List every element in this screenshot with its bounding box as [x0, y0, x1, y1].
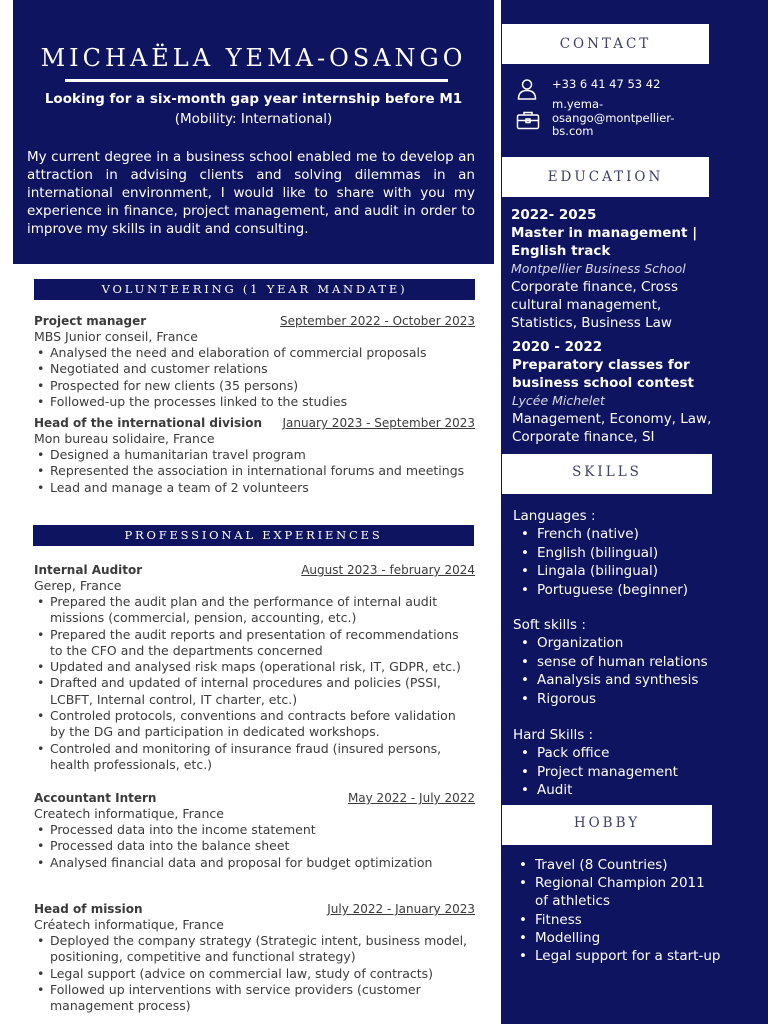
skills-list: [513, 525, 733, 599]
section-banner-volunteering: VOLUNTEERING (1 YEAR MANDATE): [34, 279, 475, 300]
header-block: [13, 0, 494, 264]
experience-entry: [34, 901, 475, 1014]
hobby-item: • Legal support for a start-up: [511, 947, 721, 965]
bullet-item: • Controled and monitoring of insurance fraud (insured persons, health professionals, etc.): [34, 741, 475, 774]
entry-organization: MBS Junior conseil, France: [34, 329, 198, 344]
skills-hard: [513, 726, 733, 800]
hobby-item: • Modelling: [511, 929, 721, 947]
bullet-item: • Prepared the audit plan and the performance of internal audit missions (commercial, pension, accounting, etc.): [34, 594, 475, 627]
education-subjects: Management, Economy, Law, Corporate finance, SI: [512, 411, 712, 445]
bullet-item: • Followed up interventions with service providers (customer management process): [34, 982, 475, 1015]
contact-phone[interactable]: +33 6 41 47 53 42: [552, 77, 661, 91]
entry-organization: Createch informatique, France: [34, 806, 224, 821]
hobby-list: [511, 856, 721, 965]
bullet-item: • Prepared the audit reports and presentation of recommendations to the CFO and the departments concerned: [34, 627, 475, 660]
section-banner-contact: CONTACT: [502, 24, 709, 64]
entry-role: Project manager: [34, 314, 147, 328]
entry-role: Head of mission: [34, 902, 143, 916]
bullet-item: • Negotiated and customer relations: [34, 361, 475, 377]
bullet-item: • Prospected for new clients (35 persons): [34, 378, 475, 394]
education-school: Montpellier Business School: [511, 261, 686, 276]
bullet-item: • Deployed the company strategy (Strategic intent, business model, positioning, competitive and functional strategy): [34, 933, 475, 966]
skills-soft: [513, 616, 733, 708]
skill-item: • Audit: [513, 781, 733, 800]
education-degree: Preparatory classes for business school contest: [512, 357, 694, 391]
entry-header: [34, 901, 475, 917]
education-item: [511, 207, 726, 332]
skill-item: • English (bilingual): [513, 544, 733, 563]
experience-entry: [34, 562, 475, 773]
contact-email-row: [516, 98, 687, 139]
entry-header: [34, 562, 475, 578]
entry-bullets: [34, 594, 475, 773]
education-degree: Master in management | English track: [511, 225, 698, 259]
bullet-item: • Analysed the need and elaboration of commercial proposals: [34, 345, 475, 361]
experience-entry: [34, 790, 475, 871]
hobby-item: • Regional Champion 2011 of athletics: [511, 874, 721, 910]
entry-dates: May 2022 - July 2022: [347, 791, 475, 805]
bullet-item: • Controled protocols, conventions and contracts before validation by the DG and participation in dedicated workshops.: [34, 708, 475, 741]
entry-dates: August 2023 - february 2024: [301, 563, 475, 577]
section-banner-professional: PROFESSIONAL EXPERIENCES: [33, 525, 474, 546]
entry-organization: Gerep, France: [34, 578, 122, 593]
section-banner-skills: SKILLS: [502, 454, 712, 494]
section-banner-education: EDUCATION: [502, 157, 709, 197]
skills-languages: [513, 507, 733, 599]
bullet-item: • Processed data into the income statement: [34, 822, 475, 838]
entry-role: Accountant Intern: [34, 791, 157, 805]
hobby-item: • Fitness: [511, 911, 721, 929]
bullet-item: • Designed a humanitarian travel program: [34, 447, 475, 463]
hobby-list-block: [511, 856, 721, 965]
skill-item: • Pack office: [513, 744, 733, 763]
skill-item: • Lingala (bilingual): [513, 562, 733, 581]
education-subjects: Corporate finance, Cross cultural management, Statistics, Business Law: [511, 279, 678, 331]
entry-dates: January 2023 - September 2023: [282, 416, 475, 430]
education-years: 2020 - 2022: [512, 339, 603, 355]
skills-group-label: Soft skills :: [513, 617, 586, 633]
skills-group-label: Hard Skills :: [513, 727, 594, 743]
bullet-item: • Legal support (advice on commercial law, study of contracts): [34, 966, 475, 982]
entry-bullets: [34, 822, 475, 871]
entry-dates: July 2022 - January 2023: [327, 902, 475, 916]
mobility-note: (Mobility: International): [174, 111, 333, 127]
profile-summary: My current degree in a business school enabled me to develop an attraction in advising clients and solving dilemmas in an international environment, I would like to share with you my experience in finance, project management, and audit in order to improve my skills in audit and consulting.: [27, 149, 475, 237]
bullet-item: • Updated and analysed risk maps (operational risk, IT, GDPR, etc.): [34, 659, 475, 675]
education-years: 2022- 2025: [511, 207, 597, 223]
education-item: [512, 339, 727, 446]
bullet-item: • Processed data into the balance sheet: [34, 838, 475, 854]
entry-organization: Créatech informatique, France: [34, 917, 224, 932]
entry-header: [34, 313, 475, 329]
entry-dates: September 2022 - October 2023: [279, 314, 475, 328]
entry-bullets: [34, 345, 475, 410]
volunteering-entry: [34, 415, 475, 496]
entry-role: Head of the international division: [34, 416, 263, 430]
entry-role: Internal Auditor: [34, 563, 143, 577]
skill-item: • French (native): [513, 525, 733, 544]
skill-item: • Rigorous: [513, 690, 733, 709]
skill-item: • Aanalysis and synthesis: [513, 671, 733, 690]
skills-list: [513, 744, 733, 800]
skill-item: • Organization: [513, 634, 733, 653]
name-divider: [65, 79, 448, 82]
briefcase-icon: [516, 110, 540, 132]
bullet-item: • Represented the association in international forums and meetings: [34, 463, 475, 479]
skills-group-label: Languages :: [513, 508, 596, 524]
skill-item: • sense of human relations: [513, 653, 733, 672]
entry-header: [34, 790, 475, 806]
skills-list: [513, 634, 733, 708]
entry-header: [34, 415, 475, 431]
entry-bullets: [34, 447, 475, 496]
candidate-name: MICHAËLA YEMA-OSANGO: [40, 44, 467, 72]
education-school: Lycée Michelet: [512, 393, 605, 408]
section-banner-hobby: HOBBY: [502, 805, 712, 845]
entry-organization: Mon bureau solidaire, France: [34, 431, 215, 446]
entry-bullets: [34, 933, 475, 1014]
person-icon: [516, 78, 540, 100]
bullet-item: • Lead and manage a team of 2 volunteers: [34, 480, 475, 496]
skill-item: • Project management: [513, 763, 733, 782]
volunteering-entry: [34, 313, 475, 410]
bullet-item: • Followed-up the processes linked to the studies: [34, 394, 475, 410]
skill-item: • Portuguese (beginner): [513, 581, 733, 600]
contact-email[interactable]: m.yema-osango@montpellier-bs.com: [552, 97, 675, 138]
hobby-item: • Travel (8 Countries): [511, 856, 721, 874]
headline: Looking for a six-month gap year internship before M1: [44, 91, 463, 107]
bullet-item: • Drafted and updated of internal procedures and policies (PSSI, LCBFT, Internal control, IT charter, etc.): [34, 675, 475, 708]
bullet-item: • Analysed financial data and proposal for budget optimization: [34, 855, 475, 871]
